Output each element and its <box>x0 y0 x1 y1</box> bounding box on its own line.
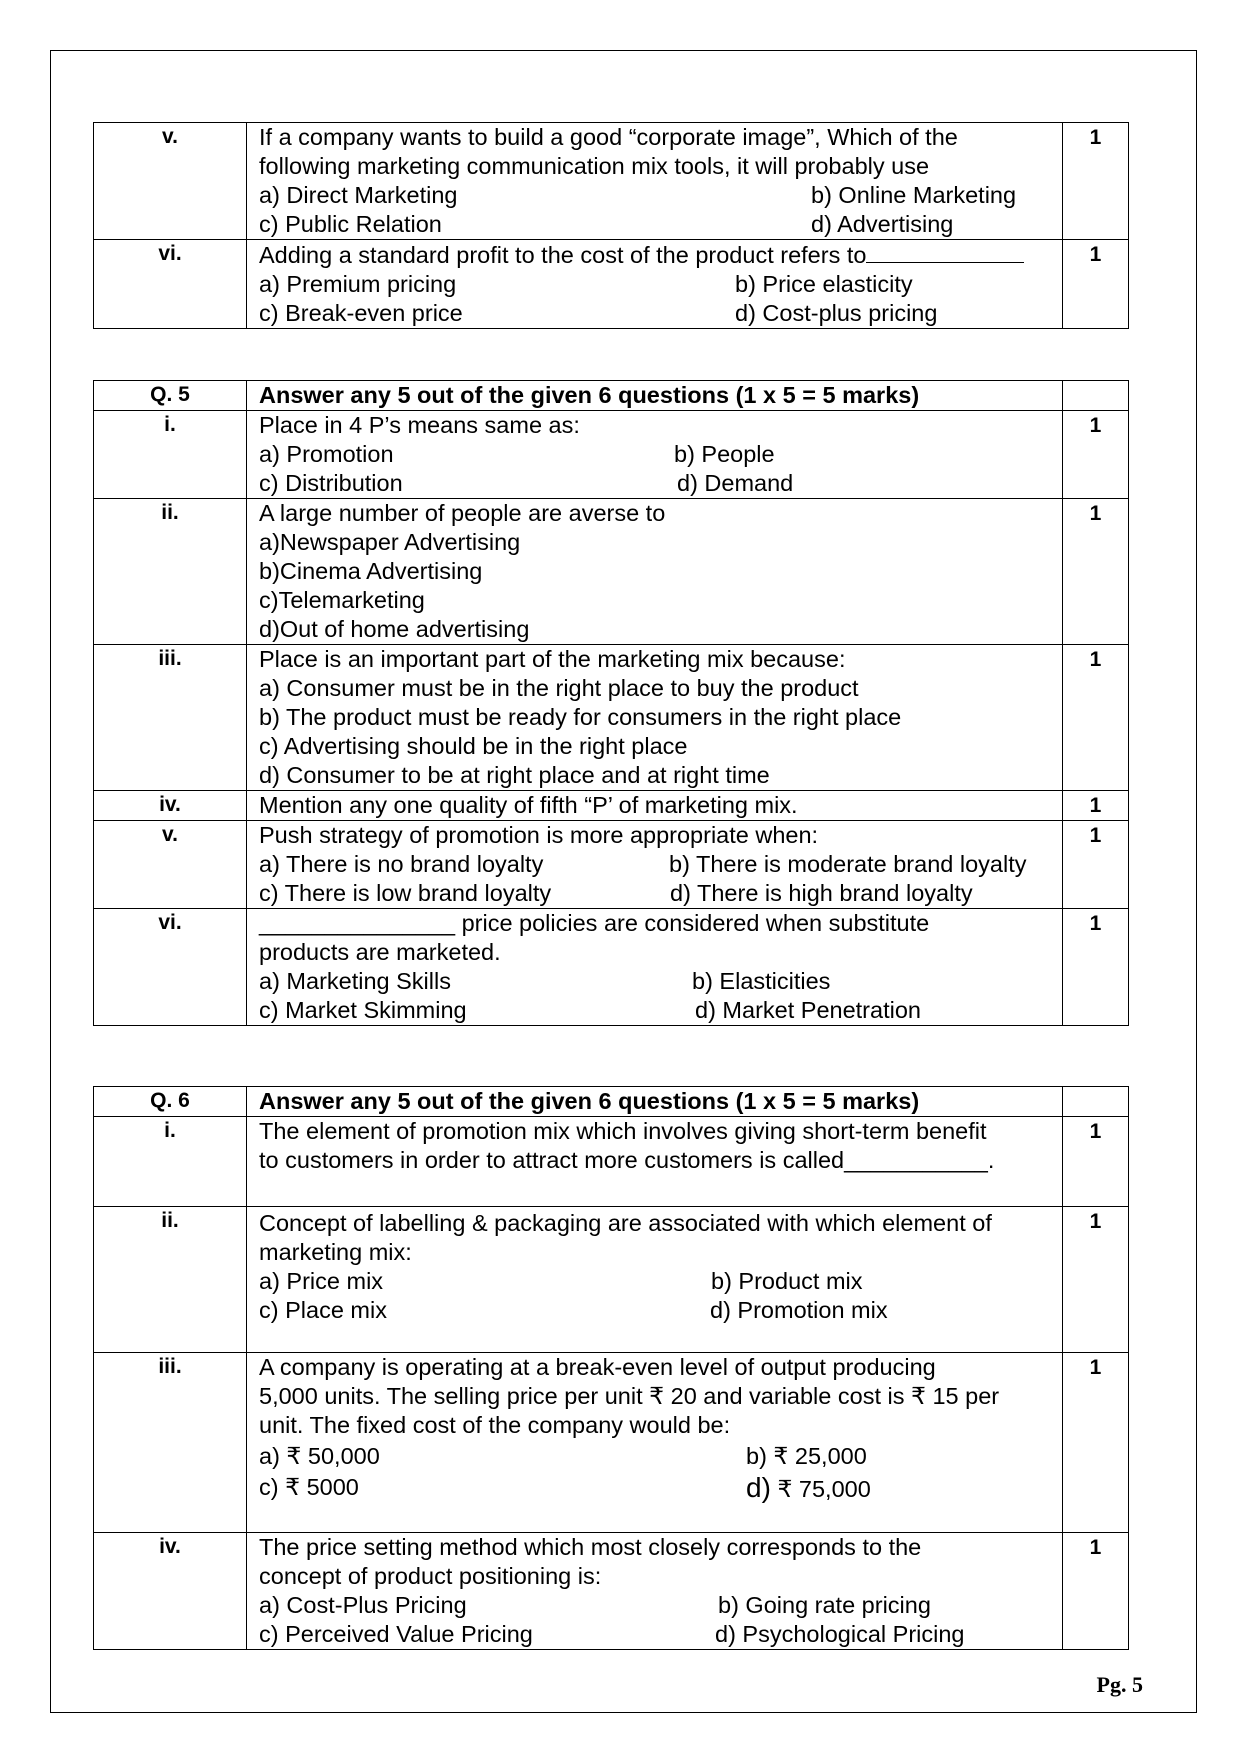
options-row <box>259 1296 1052 1325</box>
question-body <box>247 1533 1063 1650</box>
question-row-i <box>94 411 1129 499</box>
question-text: unit. The fixed cost of the company would be: <box>259 1412 731 1438</box>
marks-cell: 1 <box>1063 909 1129 1026</box>
marks-cell-empty <box>1063 381 1129 411</box>
option-a: a) Premium pricing <box>259 271 457 297</box>
marks-cell: 1 <box>1063 821 1129 909</box>
option-b: b) Online Marketing <box>811 182 1017 208</box>
option-b: b) ₹ 25,000 <box>746 1443 867 1469</box>
option-c: c) Break-even price <box>259 300 463 326</box>
question-text: 5,000 units. The selling price per unit ₹ 20 and variable cost is ₹ 15 per <box>259 1383 1000 1409</box>
options-row <box>259 440 1052 469</box>
option-c: c) Market Skimming <box>259 997 467 1023</box>
question-body <box>247 909 1063 1026</box>
option-a: a) There is no brand loyalty <box>259 851 544 877</box>
options-row <box>259 299 1052 328</box>
option-d: d) There is high brand loyalty <box>670 880 973 906</box>
options-row <box>259 181 1052 210</box>
question-row-iv <box>94 791 1129 821</box>
question-body <box>247 1353 1063 1533</box>
question-table-continued <box>93 122 1129 329</box>
option-c: c) There is low brand loyalty <box>259 880 552 906</box>
question-body <box>247 821 1063 909</box>
option-d: d) Market Penetration <box>695 997 921 1023</box>
question-body <box>247 1207 1063 1353</box>
options-row <box>259 1591 1052 1620</box>
question-text: Concept of labelling & packaging are associated with which element of <box>259 1210 992 1236</box>
question-text: _______________ price policies are considered when substitute <box>259 910 930 936</box>
question-body <box>247 1117 1063 1207</box>
question-text: products are marketed. <box>259 939 501 965</box>
question-row-vi <box>94 909 1129 1026</box>
marks-cell: 1 <box>1063 791 1129 821</box>
question-number: iii. <box>94 645 247 791</box>
option-d: d) Advertising <box>811 211 954 237</box>
section-heading: Answer any 5 out of the given 6 questions (1 x 5 = 5 marks) <box>247 1087 1063 1117</box>
section-heading: Answer any 5 out of the given 6 questions (1 x 5 = 5 marks) <box>247 381 1063 411</box>
option-b: b) Going rate pricing <box>718 1592 931 1618</box>
option-d-value: ₹ 75,000 <box>777 1476 871 1502</box>
option-c: c) Distribution <box>259 470 403 496</box>
question-body <box>247 123 1063 240</box>
question-number: iv. <box>94 791 247 821</box>
question-number: i. <box>94 411 247 499</box>
option-b: b) People <box>674 441 775 467</box>
question-number: v. <box>94 123 247 240</box>
question-text: A large number of people are averse to <box>259 500 666 526</box>
option-d <box>746 1473 871 1504</box>
option-a: a) ₹ 50,000 <box>259 1443 380 1469</box>
options-row <box>259 996 1052 1025</box>
question-row-ii <box>94 1207 1129 1353</box>
question-body <box>247 240 1063 329</box>
section-number: Q. 5 <box>94 381 247 411</box>
question-number: vi. <box>94 909 247 1026</box>
question-table-q6 <box>93 1086 1129 1650</box>
option-d: d)Out of home advertising <box>259 616 530 642</box>
option-b: b) The product must be ready for consumers in the right place <box>259 704 902 730</box>
option-d: d) Promotion mix <box>710 1297 888 1323</box>
option-a: a) Promotion <box>259 441 394 467</box>
question-row-i <box>94 1117 1129 1207</box>
option-d: d) Cost-plus pricing <box>735 300 938 326</box>
option-d: d) Demand <box>677 470 794 496</box>
question-text: following marketing communication mix tools, it will probably use <box>259 153 930 179</box>
question-row-v <box>94 123 1129 240</box>
option-b: b) Product mix <box>711 1268 863 1294</box>
options-row <box>259 1620 1052 1649</box>
option-d-letter: d) <box>746 1472 771 1503</box>
question-text: concept of product positioning is: <box>259 1563 602 1589</box>
option-c: c) Public Relation <box>259 211 442 237</box>
question-body <box>247 499 1063 645</box>
options-row <box>259 469 1052 498</box>
option-c: c) Place mix <box>259 1297 387 1323</box>
option-b: b) Price elasticity <box>735 271 913 297</box>
question-text: If a company wants to build a good “corporate image”, Which of the <box>259 124 958 150</box>
question-text: Place in 4 P’s means same as: <box>259 412 580 438</box>
question-number: iv. <box>94 1533 247 1650</box>
question-body <box>247 411 1063 499</box>
section-header-row <box>94 1087 1129 1117</box>
question-text: Push strategy of promotion is more appropriate when: <box>259 822 819 848</box>
option-b: b)Cinema Advertising <box>259 558 483 584</box>
question-table-q5 <box>93 380 1129 1026</box>
question-text <box>259 240 1052 270</box>
option-a: a) Cost-Plus Pricing <box>259 1592 467 1618</box>
option-a: a) Marketing Skills <box>259 968 451 994</box>
section-header-row <box>94 381 1129 411</box>
options-row <box>259 270 1052 299</box>
marks-cell: 1 <box>1063 645 1129 791</box>
question-number: ii. <box>94 1207 247 1353</box>
marks-cell: 1 <box>1063 1353 1129 1533</box>
option-a: a) Price mix <box>259 1268 384 1294</box>
marks-cell: 1 <box>1063 1533 1129 1650</box>
options-row <box>259 879 1052 908</box>
question-text: Mention any one quality of fifth “P’ of marketing mix. <box>247 791 1063 821</box>
options-row <box>259 210 1052 239</box>
fill-in-blank <box>866 240 1024 263</box>
question-body <box>247 645 1063 791</box>
question-text: Place is an important part of the marketing mix because: <box>259 646 846 672</box>
options-row <box>259 967 1052 996</box>
option-c: c)Telemarketing <box>259 587 425 613</box>
option-b: b) Elasticities <box>692 968 831 994</box>
options-row <box>259 1442 1052 1471</box>
section-number: Q. 6 <box>94 1087 247 1117</box>
page-number: Pg. 5 <box>1096 1672 1143 1697</box>
option-b: b) There is moderate brand loyalty <box>669 851 1027 877</box>
question-text: marketing mix: <box>259 1239 412 1265</box>
question-text-part: Adding a standard profit to the cost of the product refers to <box>259 242 867 268</box>
option-d: d) Consumer to be at right place and at right time <box>259 762 770 788</box>
question-text: A company is operating at a break-even level of output producing <box>259 1354 936 1380</box>
options-row <box>259 850 1052 879</box>
option-a: a)Newspaper Advertising <box>259 529 521 555</box>
question-text: to customers in order to attract more customers is called___________. <box>259 1147 995 1173</box>
question-row-iii <box>94 645 1129 791</box>
question-row-v <box>94 821 1129 909</box>
options-row <box>259 1267 1052 1296</box>
question-number: ii. <box>94 499 247 645</box>
option-a: a) Direct Marketing <box>259 182 458 208</box>
question-text: The element of promotion mix which involves giving short-term benefit <box>259 1118 987 1144</box>
marks-cell: 1 <box>1063 1117 1129 1207</box>
marks-cell: 1 <box>1063 1207 1129 1353</box>
option-c: c) Advertising should be in the right place <box>259 733 688 759</box>
question-number: v. <box>94 821 247 909</box>
question-number: vi. <box>94 240 247 329</box>
option-d: d) Psychological Pricing <box>715 1621 965 1647</box>
question-row-iii <box>94 1353 1129 1533</box>
question-row-iv <box>94 1533 1129 1650</box>
option-c: c) ₹ 5000 <box>259 1474 359 1500</box>
question-row-ii <box>94 499 1129 645</box>
marks-cell-empty <box>1063 1087 1129 1117</box>
options-row <box>259 1473 1052 1504</box>
marks-cell: 1 <box>1063 123 1129 240</box>
option-c: c) Perceived Value Pricing <box>259 1621 533 1647</box>
marks-cell: 1 <box>1063 499 1129 645</box>
question-text: The price setting method which most closely corresponds to the <box>259 1534 922 1560</box>
question-row-vi <box>94 240 1129 329</box>
option-a: a) Consumer must be in the right place to buy the product <box>259 675 859 701</box>
question-number: i. <box>94 1117 247 1207</box>
question-number: iii. <box>94 1353 247 1533</box>
marks-cell: 1 <box>1063 411 1129 499</box>
marks-cell: 1 <box>1063 240 1129 329</box>
